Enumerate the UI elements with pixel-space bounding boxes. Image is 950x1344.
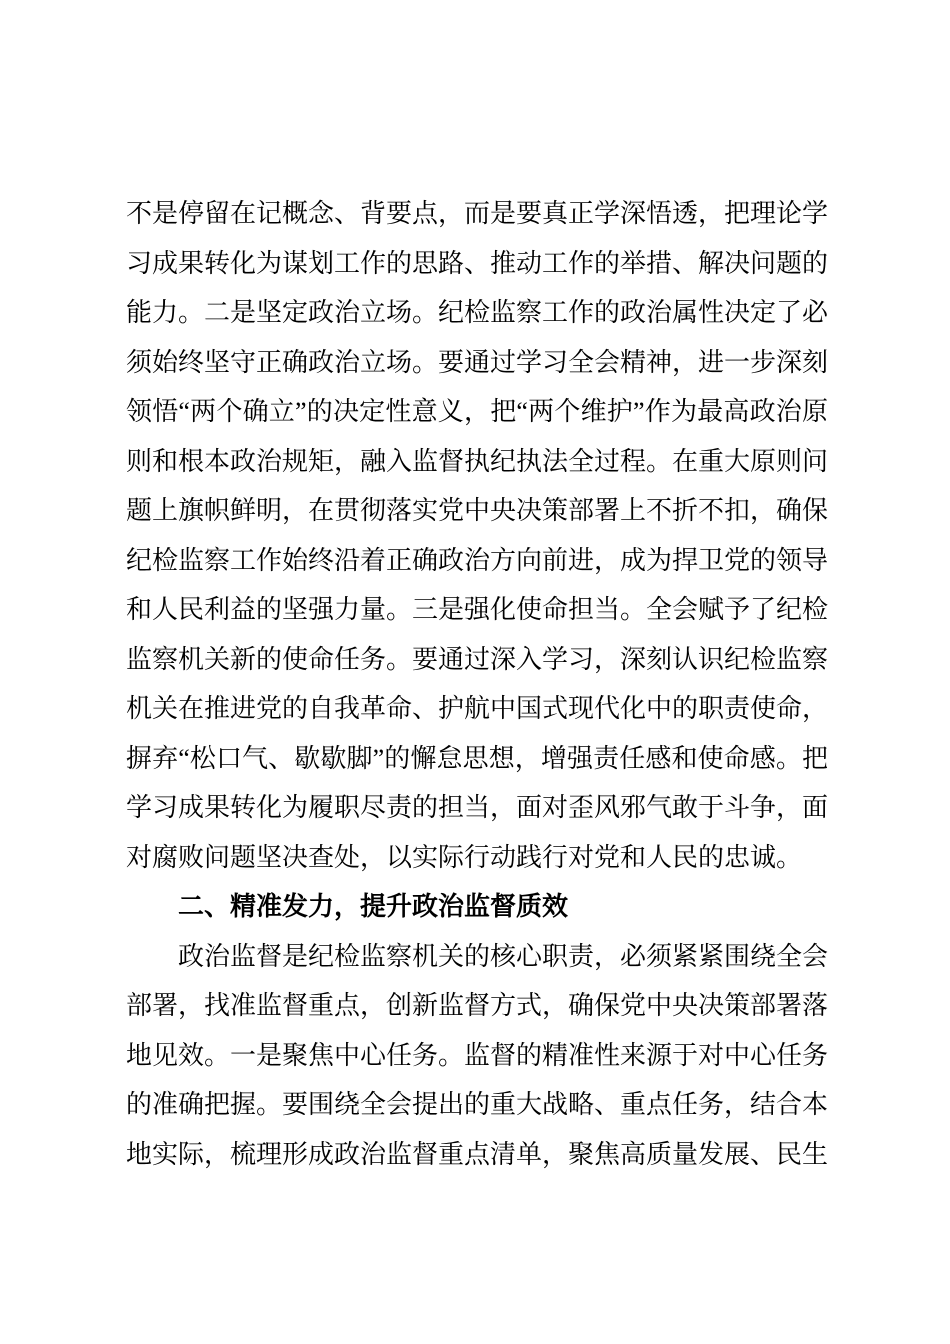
text-line: 对腐败问题坚决查处，以实际行动践行对党和人民的忠诚。 [126,842,803,872]
text-line: 的准确把握。要围绕全会提出的重大战略、重点任务，结合本 [126,1090,829,1119]
text-line: 地实际，梳理形成政治监督重点清单，聚焦高质量发展、民生 [126,1139,829,1169]
text-line: 领悟“两个确立”的决定性意义，把“两个维护”作为最高政治原 [126,397,828,426]
text-line: 学习成果转化为履职尽责的担当，面对歪风邪气敢于斗争，面 [126,793,829,822]
text-line: 能力。二是坚定政治立场。纪检监察工作的政治属性决定了必 [126,298,829,327]
text-line: 题上旗帜鲜明，在贯彻落实党中央决策部署上不折不扣，确保 [126,496,829,525]
text-line: 和人民利益的坚强力量。三是强化使命担当。全会赋予了纪检 [126,595,829,624]
text-line: 机关在推进党的自我革命、护航中国式现代化中的职责使命， [126,694,829,723]
text-line: 不是停留在记概念、背要点，而是要真正学深悟透，把理论学 [126,199,829,228]
text-line: 则和根本政治规矩，融入监督执纪执法全过程。在重大原则问 [126,446,829,476]
text-line: 纪检监察工作始终沿着正确政治方向前进，成为捍卫党的领导 [126,545,829,575]
text-line: 部署，找准监督重点，创新监督方式，确保党中央决策部署落 [126,991,829,1020]
text-line: 监察机关新的使命任务。要通过深入学习，深刻认识纪检监察 [126,644,829,674]
paragraph-continuation [126,189,828,882]
section-heading: 二、精准发力，提升政治监督质效 [178,891,569,921]
text-line: 习成果转化为谋划工作的思路、推动工作的举措、解决问题的 [126,248,829,278]
text-line: 政治监督是纪检监察机关的核心职责，必须紧紧围绕全会 [178,941,829,971]
text-block [126,189,828,1179]
text-line: 地见效。一是聚焦中心任务。监督的精准性来源于对中心任务 [126,1040,829,1070]
text-line: 摒弃“松口气、歇歇脚”的懈怠思想，增强责任感和使命感。把 [126,743,828,773]
text-line: 须始终坚守正确政治立场。要通过学习全会精神，进一步深刻 [126,347,829,377]
paragraph-2 [126,932,828,1180]
